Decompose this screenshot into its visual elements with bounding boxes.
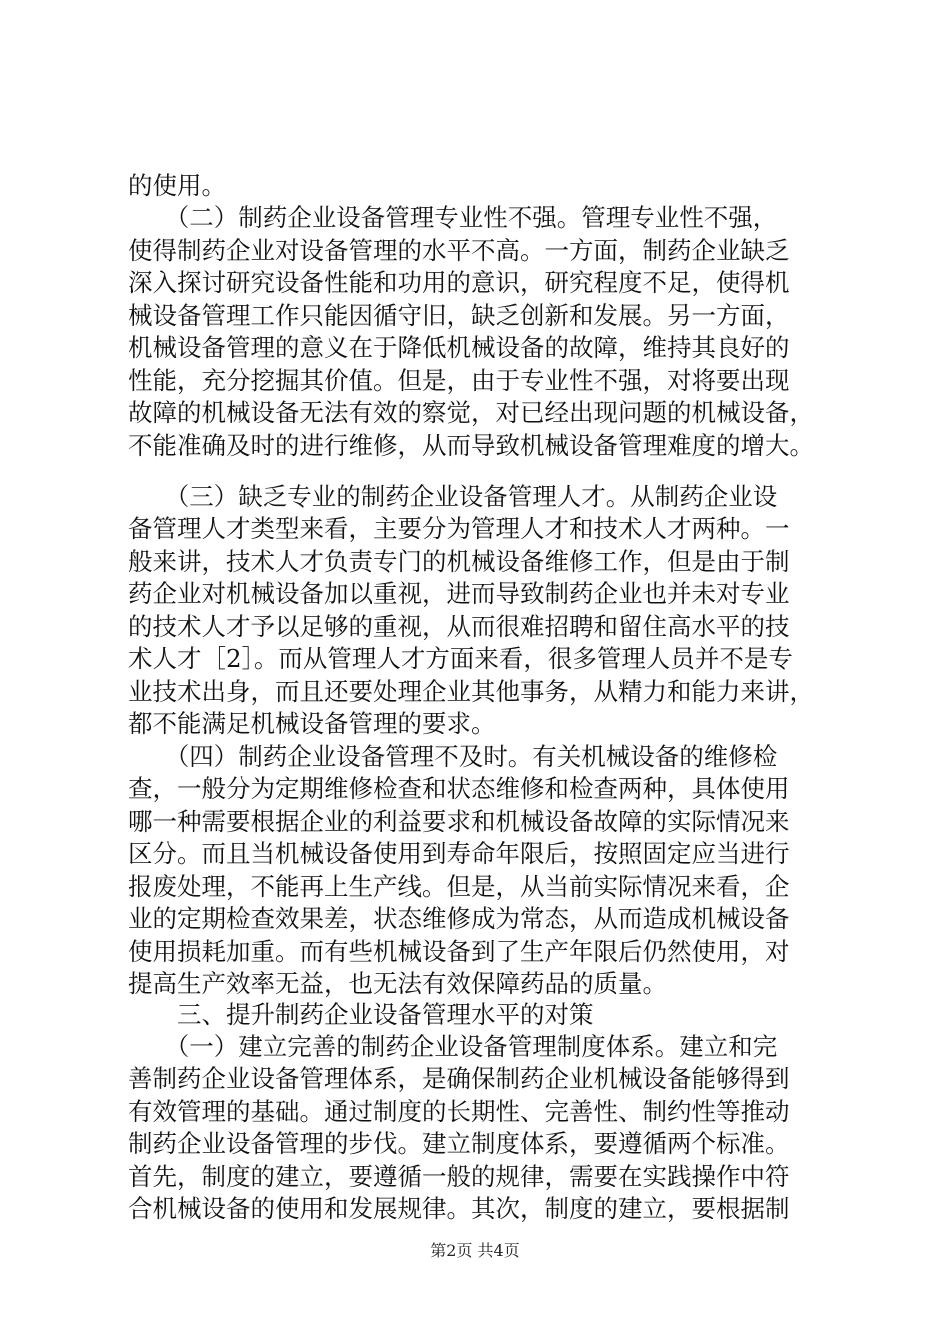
text-line: 业技术出身，而且还要处理企业其他事务，从精力和能力来讲， xyxy=(128,677,814,706)
text-line: 哪一种需要根据企业的利益要求和机械设备故障的实际情况来 xyxy=(128,807,790,836)
text-line: 有效管理的基础。通过制度的长期性、完善性、制约性等推动 xyxy=(128,1097,790,1126)
page-number-footer: 第2页 共4页 xyxy=(430,1241,520,1260)
text-line: 深入探讨研究设备性能和功用的意识，研究程度不足，使得机 xyxy=(128,268,790,297)
text-line: 首先，制度的建立，要遵循一般的规律，需要在实践操作中符 xyxy=(128,1162,790,1191)
text-line: 备管理人才类型来看，主要分为管理人才和技术人才两种。一 xyxy=(128,514,790,543)
text-line: 般来讲，技术人才负责专门的机械设备维修工作，但是由于制 xyxy=(128,547,790,576)
text-line: 报废处理，不能再上生产线。但是，从当前实际情况来看，企 xyxy=(128,872,790,901)
text-line: 区分。而且当机械设备使用到寿命年限后，按照固定应当进行 xyxy=(128,839,790,868)
text-line: 查，一般分为定期维修检查和状态维修和检查两种，具体使用 xyxy=(128,774,790,803)
text-line: （二）制药企业设备管理专业性不强。管理专业性不强， xyxy=(128,203,778,232)
text-line: （四）制药企业设备管理不及时。有关机械设备的维修检 xyxy=(128,742,778,771)
text-line: 的使用。 xyxy=(128,171,226,200)
text-line: 使得制药企业对设备管理的水平不高。一方面，制药企业缺乏 xyxy=(128,236,790,265)
text-line: 不能准确及时的进行维修，从而导致机械设备管理难度的增大。 xyxy=(128,431,814,460)
text-line: 的技术人才予以足够的重视，从而很难招聘和留住高水平的技 xyxy=(128,612,790,641)
text-line: 善制药企业设备管理体系，是确保制药企业机械设备能够得到 xyxy=(128,1064,790,1093)
text-line: 业的定期检查效果差，状态维修成为常态，从而造成机械设备 xyxy=(128,904,790,933)
text-line: 合机械设备的使用和发展规律。其次，制度的建立，要根据制 xyxy=(128,1194,790,1223)
text-line: （一）建立完善的制药企业设备管理制度体系。建立和完 xyxy=(128,1032,778,1061)
text-line: 药企业对机械设备加以重视，进而导致制药企业也并未对专业 xyxy=(128,579,790,608)
text-line: 使用损耗加重。而有些机械设备到了生产年限后仍然使用，对 xyxy=(128,937,790,966)
text-line: （三）缺乏专业的制药企业设备管理人才。从制药企业设 xyxy=(128,482,778,511)
text-line: 性能，充分挖掘其价值。但是，由于专业性不强，对将要出现 xyxy=(128,366,790,395)
text-line: 术人才［2］。而从管理人才方面来看，很多管理人员并不是专 xyxy=(128,644,793,673)
text-line: 故障的机械设备无法有效的察觉，对已经出现问题的机械设备， xyxy=(128,398,814,427)
text-line: 提高生产效率无益，也无法有效保障药品的质量。 xyxy=(128,969,667,998)
section-heading: 三、提升制药企业设备管理水平的对策 xyxy=(128,1000,594,1029)
text-line: 机械设备管理的意义在于降低机械设备的故障，维持其良好的 xyxy=(128,333,790,362)
text-line: 制药企业设备管理的步伐。建立制度体系，要遵循两个标准。 xyxy=(128,1129,790,1158)
text-line: 都不能满足机械设备管理的要求。 xyxy=(128,709,496,738)
text-line: 械设备管理工作只能因循守旧，缺乏创新和发展。另一方面， xyxy=(128,301,790,330)
